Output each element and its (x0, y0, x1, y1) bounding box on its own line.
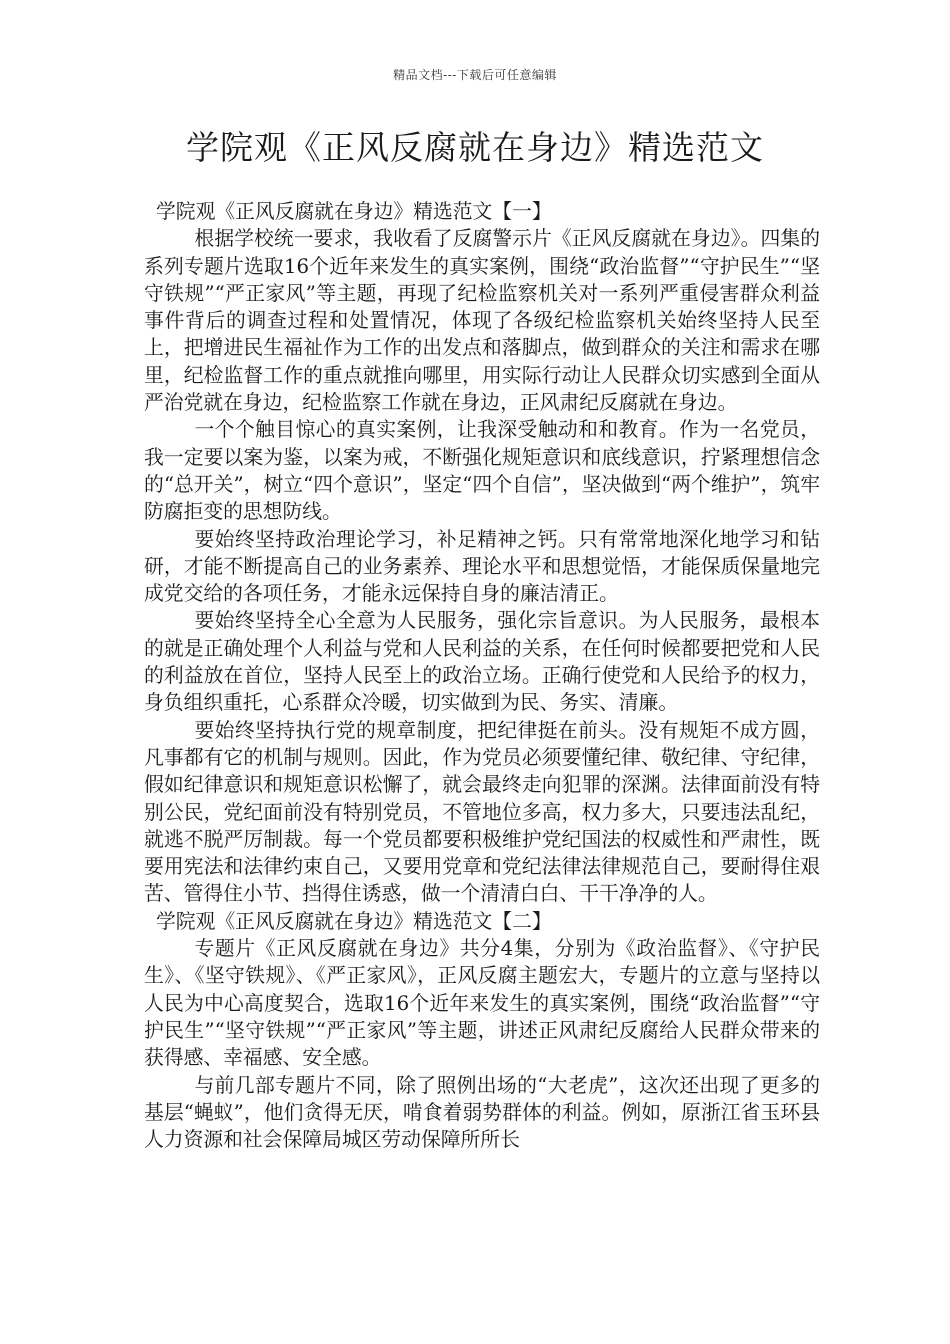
section (144, 198, 820, 908)
paragraph: 与前几部专题片不同，除了照例出场的“大老虎”，这次还出现了更多的基层“蝇蚁”，他们贪得无厌，啃食着弱势群体的利益。例如，原浙江省玉环县人力资源和社会保障局城区劳动保障所所长 (144, 1073, 820, 1152)
section-heading: 学院观《正风反腐就在身边》精选范文【二】 (156, 909, 552, 933)
paragraph: 根据学校统一要求，我收看了反腐警示片《正风反腐就在身边》。四集的系列专题片选取16个近年来发生的真实案例，围绕“政治监督”“守护民生”“坚守铁规”“严正家风”等主题，再现了纪检监察机关对一系列严重侵害群众利益事件背后的调查过程和处置情况，体现了各级纪检监察机关始终坚持人民至上，把增进民生福祉作为工作的出发点和落脚点，做到群众的关注和需求在哪里，纪检监督工作的重点就推向哪里，用实际行动让人民群众切实感到全面从严治党就在身边，纪检监察工作就在身边，正风肃纪反腐就在身边。 (144, 227, 820, 415)
paragraph: 要始终坚持全心全意为人民服务，强化宗旨意识。为人民服务，最根本的就是正确处理个人利益与党和人民利益的关系，在任何时候都要把党和人民的利益放在首位，坚持人民至上的政治立场。正确行使党和人民给予的权力，身负组织重托，心系群众冷暖，切实做到为民、务实、清廉。 (144, 609, 820, 715)
section-heading: 学院观《正风反腐就在身边》精选范文【一】 (156, 200, 552, 223)
document-body (144, 198, 820, 1153)
paragraph: 专题片《正风反腐就在身边》共分4集，分别为《政治监督》、《守护民生》、《坚守铁规》、《严正家风》，正风反腐主题宏大，专题片的立意与坚持以人民为中心高度契合，选取16个近年来发生的真实案例，围绕“政治监督”“守护民生”“坚守铁规”“严正家风”等主题，讲述正风肃纪反腐给人民群众带来的获得感、幸福感、安全感。 (144, 937, 820, 1070)
paragraph: 要始终坚持执行党的规章制度，把纪律挺在前头。没有规矩不成方圆，凡事都有它的机制与规则。因此，作为党员必须要懂纪律、敬纪律、守纪律，假如纪律意识和规矩意识松懈了，就会最终走向犯罪的深渊。法律面前没有特别公民，党纪面前没有特别党员，不管地位多高，权力多大，只要违法乱纪，就逃不脱严厉制裁。每一个党员都要积极维护党纪国法的权威性和严肃性，既要用宪法和法律约束自己，又要用党章和党纪法律法律规范自己，要耐得住艰苦、管得住小节、挡得住诱惑，做一个清清白白、干干净净的人。 (144, 718, 820, 906)
section (144, 908, 820, 1154)
paragraph: 一个个触目惊心的真实案例，让我深受触动和和教育。作为一名党员，我一定要以案为鉴，以案为戒，不断强化规矩意识和底线意识，拧紧理想信念的“总开关”，树立“四个意识”，坚定“四个自信”，坚决做到“两个维护”，筑牢防腐拒变的思想防线。 (144, 418, 820, 524)
header-note: 精品文档---下载后可任意编辑 (393, 68, 557, 82)
paragraph: 要始终坚持政治理论学习，补足精神之钙。只有常常地深化地学习和钻研，才能不断提高自己的业务素养、理论水平和思想觉悟，才能保质保量地完成党交给的各项任务，才能永远保持自身的廉洁清正。 (144, 527, 820, 606)
document-title: 学院观《正风反腐就在身边》精选范文 (186, 128, 764, 167)
